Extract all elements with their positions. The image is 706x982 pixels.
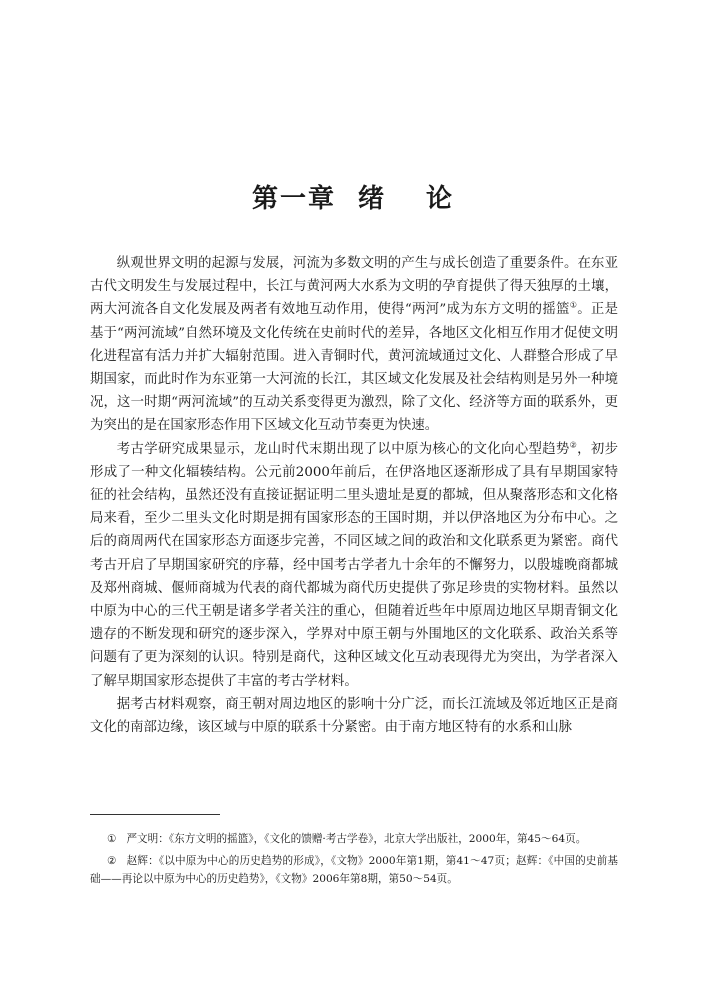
footnote-ref-1[interactable]: ① — [569, 300, 578, 310]
footnotes — [90, 830, 618, 892]
footnote-ref-2[interactable]: ② — [569, 440, 578, 450]
footnote-1 — [90, 830, 618, 848]
paragraph-1-text-b: 。正是基于“两河流域”自然环境及文化传统在史前时代的差异，各地区文化相互作用才促使文明化进程富有活力并扩大辐射范围。进入青铜时代，黄河流域通过文化、人群整合形成了早期国家，而此时作为东亚第一大河流的长江，其区域文化发展及社会结构则是另外一种境况，这一时期“两河流域”的互动关系变得更为激烈，除了文化、经济等方面的联系外，更为突出的是在国家形态作用下区域文化互动节奏更为快速。 — [90, 302, 619, 434]
footnote-divider — [90, 814, 220, 815]
chapter-title-char-1: 绪 — [357, 184, 386, 214]
footnote-2-mark: ② — [106, 855, 117, 867]
paragraph-2-text-b: ，初步形成了一种文化辐辏结构。公元前2000年前后，在伊洛地区逐渐形成了具有早期国家特征的社会结构，虽然还没有直接证据证明二里头遗址是夏的都城，但从聚落形态和文化格局来看，至少二里头文化时期是拥有国家形态的王国时期，并以伊洛地区为分布中心。之后的商周两代在国家形态方面逐步完善，不同区域之间的政治和文化联系更为紧密。商代考古开启了早期国家研究的序幕，经中国考古学者九十余年的不懈努力，以殷墟晚商都城及郑州商城、偃师商城为代表的商代都城为商代历史提供了弥足珍贵的实物材料。虽然以中原为中心的三代王朝是诸多学者关注的重心，但随着近些年中原周边地区早期青铜文化遗存的不断发现和研究的逐步深入，学界对中原王朝与外围地区的文化联系、政治关系等问题有了更为深刻的认识。特别是商代，这种区域文化互动表现得尤为突出，为学者深入了解早期国家形态提供了丰富的考古学材料。 — [90, 441, 619, 689]
paragraph-2 — [90, 438, 618, 693]
paragraph-1 — [90, 252, 618, 438]
paragraph-3: 据考古材料观察，商王朝对周边地区的影响十分广泛，而长江流域及邻近地区正是商文化的南部边缘，该区域与中原的联系十分紧密。由于南方地区特有的水系和山脉 — [90, 696, 618, 736]
chapter-number: 第一章 — [251, 184, 336, 214]
chapter-title-char-2: 论 — [426, 184, 455, 214]
footnote-1-mark: ① — [106, 833, 117, 845]
body-text — [90, 252, 618, 739]
footnote-1-text: 严文明：《东方文明的摇篮》，《文化的馈赠·考古学卷》，北京大学出版社，2000年，第45～64页。 — [126, 833, 587, 845]
chapter-title — [0, 178, 706, 215]
paragraph-1-text-a: 纵观世界文明的起源与发展，河流为多数文明的产生与成长创造了重要条件。在东亚古代文明发生与发展过程中，长江与黄河两大水系为文明的孕育提供了得天独厚的土壤，两大河流各自文化发展及两者有效地互动作用，使得“两河”成为东方文明的摇篮 — [90, 256, 618, 318]
footnote-2-text: 赵辉：《以中原为中心的历史趋势的形成》，《文物》2000年第1期，第41～47页；赵辉：《中国的史前基础——再论以中原为中心的历史趋势》，《文物》2006年第8期，第50～54页。 — [90, 855, 618, 885]
paragraph-2-text-a: 考古学研究成果显示，龙山时代末期出现了以中原为核心的文化向心型趋势 — [116, 441, 570, 457]
footnote-2 — [90, 852, 618, 888]
